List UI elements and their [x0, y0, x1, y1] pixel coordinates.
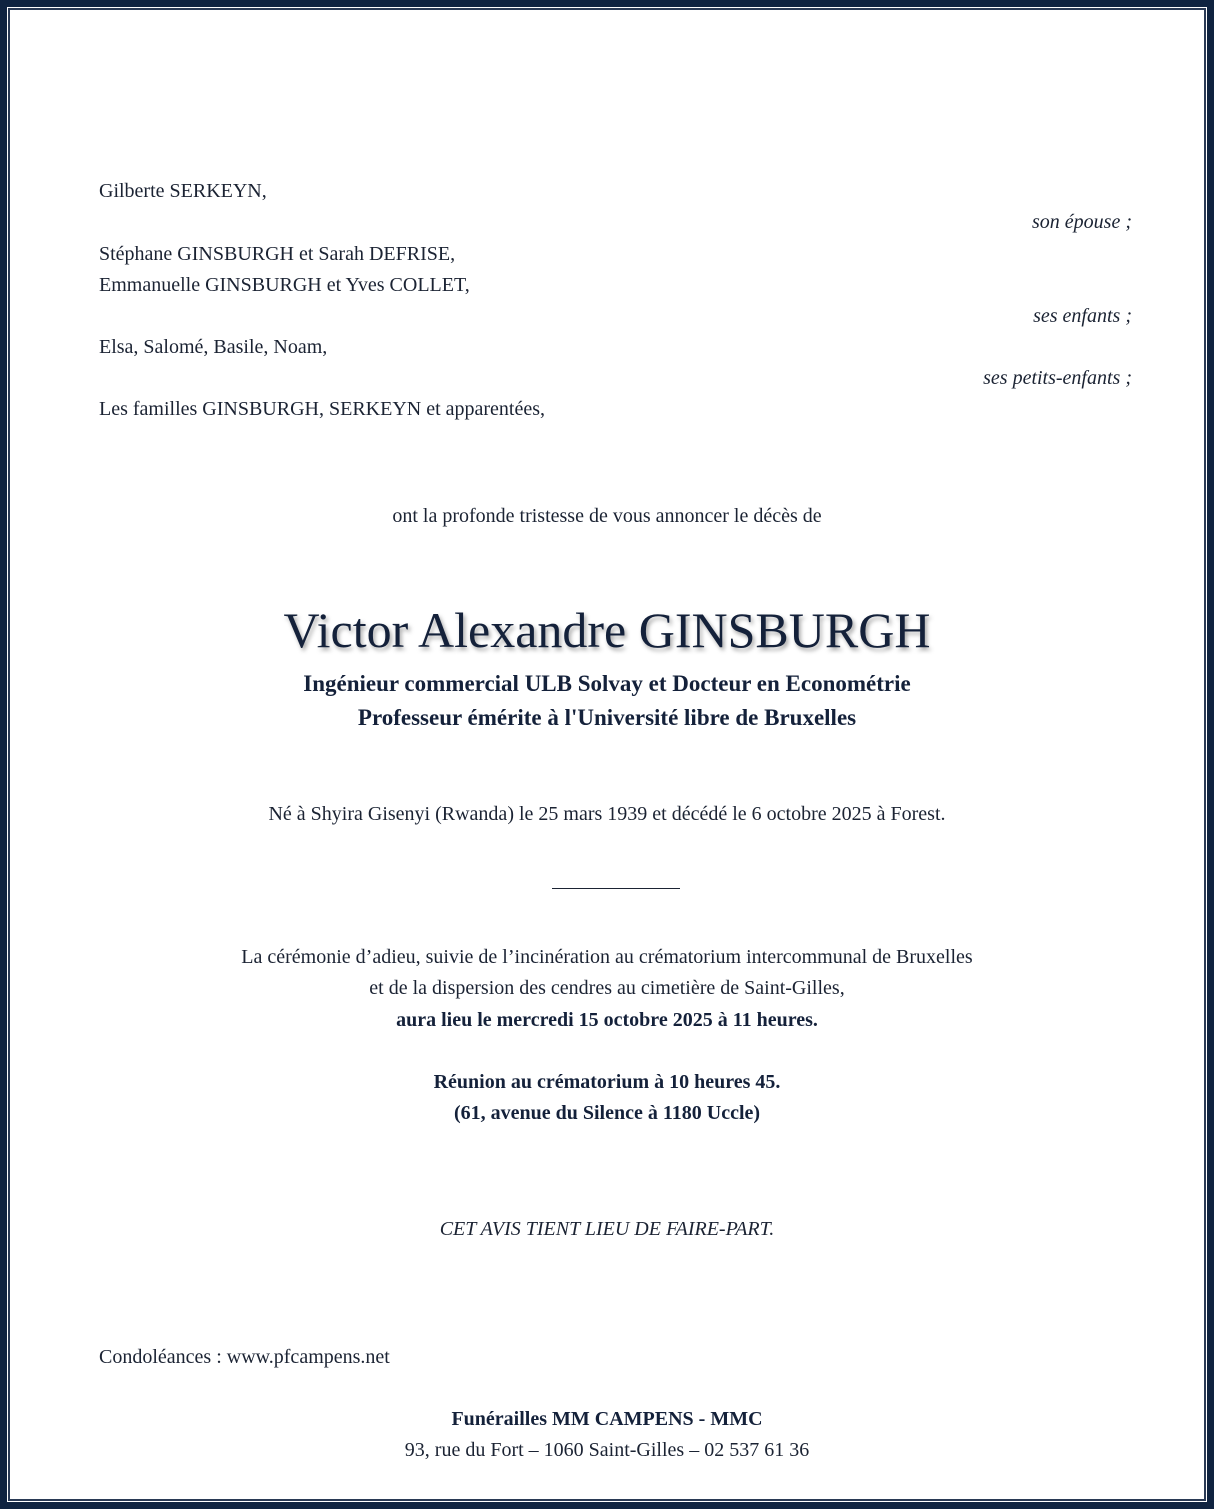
meeting-address: (61, avenue du Silence à 1180 Uccle)	[453, 1102, 761, 1124]
family-relatives: Les familles GINSBURGH, SERKEYN et apparentées,	[99, 398, 546, 420]
deceased-name: Victor Alexandre GINSBURGH	[283, 602, 931, 658]
family-spouse: Gilberte SERKEYN,	[99, 180, 267, 202]
deceased-title-1: Ingénieur commercial ULB Solvay et Docteur en Econométrie	[303, 671, 911, 696]
family-grandchildren: Elsa, Salomé, Basile, Noam,	[99, 336, 328, 358]
funeral-home-address: 93, rue du Fort – 1060 Saint-Gilles – 02 537 61 36	[404, 1439, 810, 1461]
condolences: Condoléances : www.pfcampens.net	[99, 1346, 390, 1368]
inner-border	[8, 8, 1206, 1501]
family-child-2: Emmanuelle GINSBURGH et Yves COLLET,	[99, 274, 470, 296]
divider	[552, 888, 680, 889]
relation-grandchildren: ses petits-enfants ;	[983, 367, 1132, 389]
relation-spouse: son épouse ;	[1032, 211, 1132, 233]
announcement: ont la profonde tristesse de vous annoncer le décès de	[392, 505, 822, 527]
birth-death: Né à Shyira Gisenyi (Rwanda) le 25 mars 1939 et décédé le 6 octobre 2025 à Forest.	[268, 803, 946, 825]
ceremony-line-2: et de la dispersion des cendres au cimetière de Saint-Gilles,	[369, 977, 845, 999]
notice: CET AVIS TIENT LIEU DE FAIRE-PART.	[439, 1218, 775, 1240]
family-child-1: Stéphane GINSBURGH et Sarah DEFRISE,	[99, 243, 456, 265]
deceased-title-2: Professeur émérite à l'Université libre de Bruxelles	[357, 705, 857, 730]
meeting-time: Réunion au crématorium à 10 heures 45.	[433, 1071, 781, 1093]
relation-children: ses enfants ;	[1033, 305, 1132, 327]
ceremony-date: aura lieu le mercredi 15 octobre 2025 à 11 heures.	[396, 1009, 818, 1031]
funeral-home-name: Funérailles MM CAMPENS - MMC	[451, 1408, 763, 1430]
ceremony-line-1: La cérémonie d’adieu, suivie de l’incinération au crématorium intercommunal de Bruxelles	[241, 946, 973, 968]
